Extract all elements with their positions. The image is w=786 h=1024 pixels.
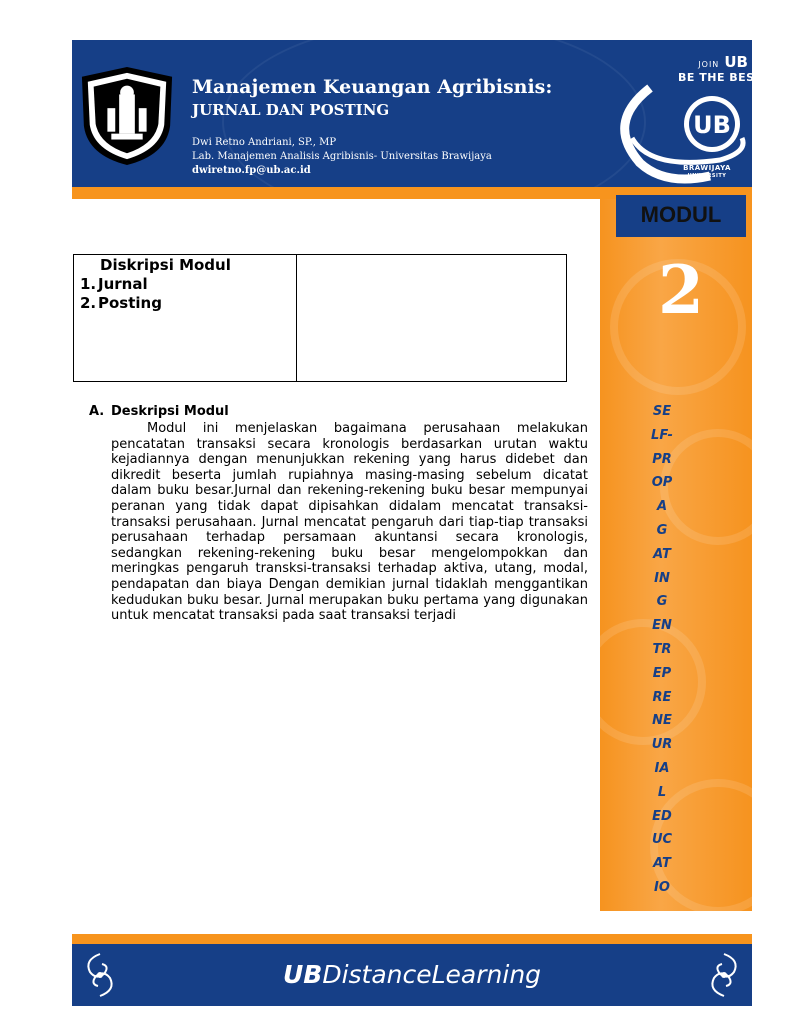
tagline-fragment: PR xyxy=(652,451,672,467)
section-letter: A. xyxy=(89,404,105,419)
logo-university-name: BRAWIJAYA xyxy=(683,164,731,172)
section-title: Deskripsi Modul xyxy=(111,404,229,419)
lab-affiliation: Lab. Manajemen Analisis Agribisnis- Universitas Brawijaya xyxy=(192,151,492,162)
slogan-ub: UB xyxy=(724,53,748,71)
footer-stripe xyxy=(72,934,752,944)
author-name: Dwi Retno Andriani, SP., MP xyxy=(192,137,337,148)
ub-logo-text: UB xyxy=(693,111,731,139)
logo-university xyxy=(672,164,742,180)
description-title: Diskripsi Modul xyxy=(100,256,231,274)
tagline-fragment: LF- xyxy=(651,427,673,443)
modul-number: 2 xyxy=(658,251,704,329)
tagline-fragment: SE xyxy=(652,404,672,419)
tagline-fragment: G xyxy=(656,594,668,610)
tagline-fragment: IN xyxy=(654,570,670,586)
list-item xyxy=(80,275,296,294)
tagline-fragment: EN xyxy=(652,618,672,634)
tagline-fragment: TR xyxy=(652,641,672,657)
tagline-fragment: A xyxy=(656,499,668,515)
tagline-fragment: AT xyxy=(653,856,671,872)
tagline-fragment: L xyxy=(657,784,667,800)
modul-label-box xyxy=(616,195,746,237)
author-email[interactable]: dwiretno.fp@ub.ac.id xyxy=(192,165,311,176)
tagline-fragment: AT xyxy=(653,546,671,562)
modul-label: MODUL xyxy=(640,202,722,227)
description-cell xyxy=(74,255,297,381)
section-heading xyxy=(89,404,229,419)
slogan-best: BE THE BEST xyxy=(678,71,763,84)
university-seal-icon xyxy=(78,65,176,167)
footer-brand xyxy=(72,944,752,1006)
tagline-fragment: ED xyxy=(652,808,672,824)
tagline-fragment: IA xyxy=(654,760,670,776)
tagline-fragment: NE xyxy=(652,713,672,729)
list-number: 1. xyxy=(80,275,97,293)
header-banner xyxy=(72,40,763,187)
logo-university-sub: UNIVERSITY xyxy=(687,173,727,179)
header-subtitle: JURNAL DAN POSTING xyxy=(192,101,390,119)
tagline-fragment: UC xyxy=(651,832,673,848)
list-label: Jurnal xyxy=(98,275,148,293)
list-label: Posting xyxy=(98,294,162,312)
list-item xyxy=(80,294,296,313)
description-list xyxy=(80,275,296,313)
tagline-fragment: RE xyxy=(652,689,672,705)
brand-rest: DistanceLearning xyxy=(322,960,542,989)
tagline-fragment: IO xyxy=(654,879,670,895)
slogan-join: JOIN xyxy=(698,60,720,69)
tagline-fragment: G xyxy=(656,522,668,538)
list-number: 2. xyxy=(80,294,97,312)
tagline-fragment: EP xyxy=(652,665,672,681)
brand-bold: UB xyxy=(282,960,323,989)
tagline-fragment: OP xyxy=(651,475,673,491)
header-title: Manajemen Keuangan Agribisnis: xyxy=(192,76,553,98)
tagline-fragment: UR xyxy=(651,737,673,753)
ornament-right-icon xyxy=(704,950,744,1000)
tagline-vertical xyxy=(616,400,708,900)
empty-cell xyxy=(297,255,566,381)
footer-banner xyxy=(72,944,752,1006)
module-description-table xyxy=(73,254,567,382)
section-body: Modul ini menjelaskan bagaimana perusahaan melakukan pencatatan transaksi secara kronologis berdasarkan urutan waktu kejadiannya dengan menunjukkan rekening yang harus didebet dan dikredit beserta jumlah rupiahnya masing-masing sebelum dicatat dalam buku besar.Jurnal dan rekening-rekening buku besar mempunyai peranan yang tidak dapat dipisahkan didalam mencatat transaksi-transaksi perusahaan. Jurnal mencatat pengaruh dari tiap-tiap transaksi perusahaan terhadap persamaan akuntansi secara kronologis, sedangkan rekening-rekening buku besar mengelompokkan dan meringkas pengaruh transksi-transaksi terhadap aktiva, utang, modal, pendapatan dan biaya Dengan demikian jurnal tidaklah menggantikan kedudukan buku besar. Jurnal merupakan buku pertama yang digunakan untuk mencatat transaksi pada saat transaksi terjadi xyxy=(111,421,588,624)
